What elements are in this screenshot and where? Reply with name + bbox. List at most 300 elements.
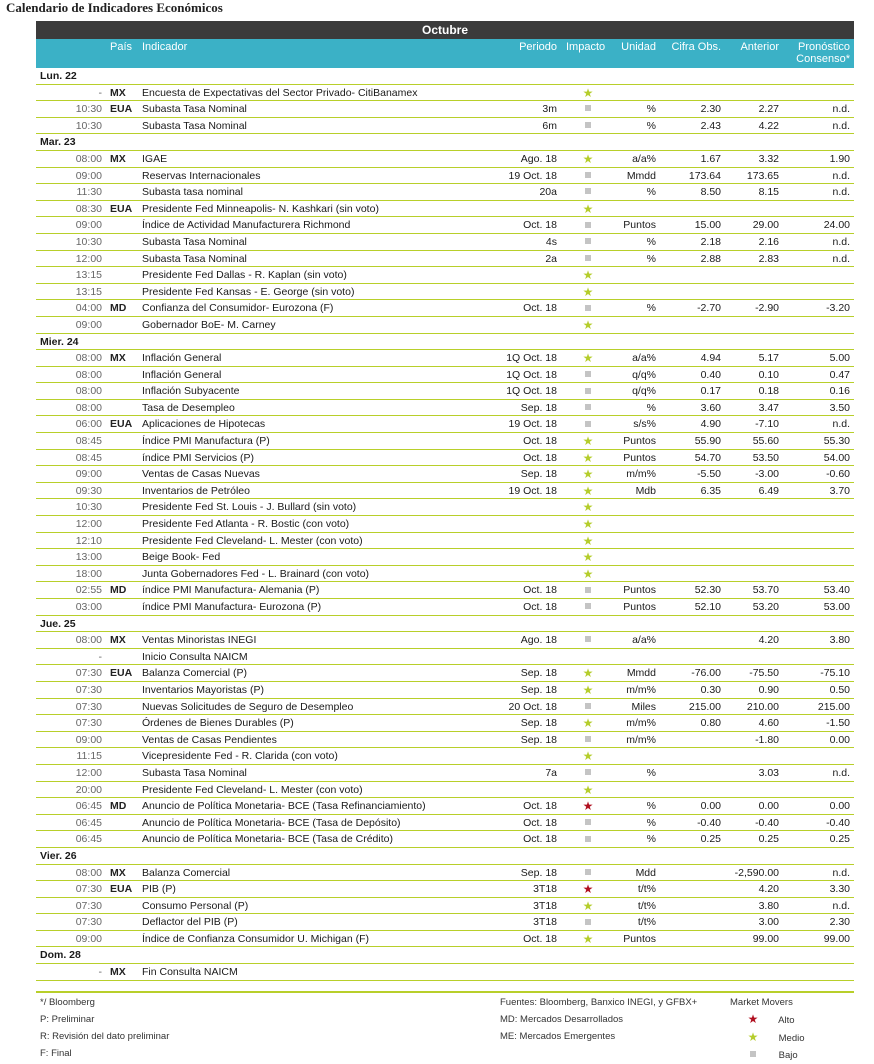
table-row <box>36 582 854 599</box>
header-cifra: Cifra Obs. <box>671 41 721 53</box>
cell-period: 7a <box>545 766 557 779</box>
cell-unit: Mmdd <box>626 667 656 680</box>
table-row <box>36 732 854 749</box>
cell-observed: 3.60 <box>700 401 721 414</box>
cell-indicator: Presidente Fed Dallas - R. Kaplan (sin voto) <box>142 269 347 282</box>
star-green-icon: ★ <box>582 450 594 465</box>
cell-unit: t/t% <box>637 883 656 896</box>
cell-previous: -3.00 <box>755 468 779 481</box>
square-gray-icon <box>582 732 594 748</box>
cell-period: Sep. 18 <box>520 717 557 730</box>
cell-unit: Puntos <box>623 219 656 232</box>
cell-period: 3T18 <box>533 899 557 912</box>
header-impacto: Impacto <box>566 41 606 53</box>
cell-indicator: Inventarios de Petróleo <box>142 484 250 497</box>
cell-previous: -1.80 <box>755 733 779 746</box>
cell-previous: 4.22 <box>758 119 779 132</box>
cell-previous: 53.20 <box>752 601 779 613</box>
star-green-icon: ★ <box>582 550 594 565</box>
cell-forecast: 3.70 <box>829 484 850 497</box>
cell-period: 1Q Oct. 18 <box>506 368 557 381</box>
cell-unit: t/t% <box>637 916 656 929</box>
cell-time: 08:00 <box>75 152 102 165</box>
cell-time: 10:30 <box>75 501 102 514</box>
star-red-icon: ★ <box>582 882 594 897</box>
cell-indicator: Subasta tasa nominal <box>142 186 243 199</box>
cell-unit: % <box>646 103 656 116</box>
cell-observed: 2.18 <box>700 235 721 248</box>
cell-observed: -2.70 <box>697 302 721 315</box>
cell-time: 18:00 <box>75 567 102 580</box>
square-gray-icon <box>582 383 594 399</box>
cell-indicator: Balanza Comercial (P) <box>142 667 248 680</box>
cell-previous: 4.60 <box>758 717 779 730</box>
day-header-row <box>36 616 854 633</box>
cell-unit: Puntos <box>623 584 656 597</box>
cell-indicator: Aplicaciones de Hipotecas <box>142 418 266 431</box>
cell-unit: a/a% <box>632 634 656 647</box>
cell-indicator: Confianza del Consumidor- Eurozona (F) <box>142 302 334 315</box>
cell-time: 08:45 <box>75 451 102 464</box>
cell-indicator: Subasta Tasa Nominal <box>142 119 247 132</box>
cell-forecast: n.d. <box>832 186 850 199</box>
cell-indicator: Deflactor del PIB (P) <box>142 916 238 929</box>
table-row <box>36 898 854 915</box>
cell-period: Sep. 18 <box>520 733 557 746</box>
square-gray-icon <box>582 582 594 598</box>
square-gray-icon <box>582 914 594 930</box>
cell-period: 20a <box>539 186 557 199</box>
cell-indicator: Presidente Fed Cleveland- L. Mester (con voto) <box>142 783 363 796</box>
cell-time: 07:30 <box>75 683 102 696</box>
footer-note: */ Bloomberg <box>40 997 95 1008</box>
cell-observed: 6.35 <box>700 484 721 497</box>
cell-forecast: -0.40 <box>826 816 850 829</box>
table-row <box>36 549 854 566</box>
cell-indicator: Subasta Tasa Nominal <box>142 103 247 116</box>
star-green-icon: ★ <box>582 517 594 532</box>
cell-unit: Puntos <box>623 435 656 448</box>
cell-time: 07:30 <box>75 899 102 912</box>
cell-indicator: Ventas de Casas Nuevas <box>142 468 260 481</box>
star-green-icon: ★ <box>582 566 594 581</box>
cell-observed: 0.17 <box>700 385 721 398</box>
star-green-icon: ★ <box>582 151 594 166</box>
cell-time: 09:00 <box>75 733 102 746</box>
cell-observed: 0.25 <box>700 833 721 846</box>
cell-indicator: índice PMI Manufactura- Eurozona (P) <box>142 601 322 613</box>
cell-indicator: Consumo Personal (P) <box>142 899 249 912</box>
header-indicador: Indicador <box>142 41 188 53</box>
month-bar: Octubre <box>36 21 854 39</box>
cell-unit: s/s% <box>633 418 656 431</box>
star-green-icon: ★ <box>747 1030 759 1044</box>
cell-observed: 0.30 <box>700 683 721 696</box>
day-label: Mier. 24 <box>40 335 79 348</box>
cell-indicator: Índice de Confianza Consumidor U. Michigan (F) <box>142 932 370 945</box>
cell-indicator: Fin Consulta NAICM <box>142 966 238 979</box>
header-unidad: Unidad <box>621 41 656 53</box>
cell-time: 08:00 <box>75 634 102 647</box>
cell-previous: -7.10 <box>755 418 779 431</box>
table-row <box>36 931 854 948</box>
cell-unit: % <box>646 302 656 315</box>
cell-country: MX <box>110 352 126 365</box>
cell-observed: 0.00 <box>700 800 721 813</box>
cell-period: 20 Oct. 18 <box>508 700 557 713</box>
cell-unit: Puntos <box>623 601 656 613</box>
cell-previous: 53.70 <box>752 584 779 597</box>
table-row <box>36 798 854 815</box>
cell-time: 07:30 <box>75 717 102 730</box>
cell-unit: Miles <box>631 700 656 713</box>
square-gray-icon <box>582 815 594 831</box>
table-row <box>36 201 854 218</box>
cell-period: 3T18 <box>533 916 557 929</box>
cell-unit: % <box>646 186 656 199</box>
cell-period: 1Q Oct. 18 <box>506 352 557 365</box>
cell-previous: 53.50 <box>752 451 779 464</box>
square-gray-icon <box>582 101 594 117</box>
cell-unit: Puntos <box>623 932 656 945</box>
cell-period: 19 Oct. 18 <box>508 484 557 497</box>
cell-time: - <box>98 966 102 979</box>
square-gray-icon <box>582 831 594 847</box>
cell-period: Oct. 18 <box>523 932 557 945</box>
table-row <box>36 433 854 450</box>
cell-observed: 2.88 <box>700 252 721 265</box>
cell-indicator: Presidente Fed Atlanta - R. Bostic (con voto) <box>142 518 350 531</box>
cell-previous: -2,590.00 <box>734 866 779 879</box>
cell-observed: 1.67 <box>700 152 721 165</box>
cell-indicator: Anuncio de Política Monetaria- BCE (Tasa de Depósito) <box>142 816 401 829</box>
cell-forecast: n.d. <box>832 252 850 265</box>
cell-previous: 6.49 <box>758 484 779 497</box>
cell-forecast: 55.30 <box>823 435 850 448</box>
cell-time: 07:30 <box>75 883 102 896</box>
cell-indicator: Tasa de Desempleo <box>142 401 235 414</box>
cell-forecast: 0.00 <box>829 800 850 813</box>
cell-previous: 99.00 <box>752 932 779 945</box>
table-body <box>36 68 854 981</box>
star-red-icon: ★ <box>582 799 594 814</box>
cell-indicator: Encuesta de Expectativas del Sector Privado- CitiBanamex <box>142 86 418 99</box>
cell-previous: 0.90 <box>758 683 779 696</box>
cell-period: Oct. 18 <box>523 302 557 315</box>
footer-note: R: Revisión del dato preliminar <box>40 1031 170 1042</box>
cell-observed: -76.00 <box>691 667 721 680</box>
cell-forecast: 53.40 <box>823 584 850 597</box>
table-row <box>36 865 854 882</box>
square-gray-icon <box>582 699 594 715</box>
cell-forecast: 1.90 <box>829 152 850 165</box>
square-gray-icon <box>730 1047 776 1064</box>
cell-observed: -5.50 <box>697 468 721 481</box>
header-pronostico <box>796 41 850 65</box>
cell-indicator: Ventas Minoristas INEGI <box>142 634 257 647</box>
table-row <box>36 350 854 367</box>
cell-forecast: n.d. <box>832 119 850 132</box>
cell-previous: -2.90 <box>755 302 779 315</box>
cell-indicator: Nuevas Solicitudes de Seguro de Desempleo <box>142 700 354 713</box>
table-row <box>36 267 854 284</box>
table-row <box>36 168 854 185</box>
cell-country: EUA <box>110 103 133 116</box>
table-row <box>36 251 854 268</box>
cell-period: 1Q Oct. 18 <box>506 385 557 398</box>
cell-forecast: 99.00 <box>823 932 850 945</box>
cell-period: Oct. 18 <box>523 435 557 448</box>
cell-indicator: Junta Gobernadores Fed - L. Brainard (con voto) <box>142 567 370 580</box>
cell-observed: 173.64 <box>688 169 721 182</box>
footer-divider <box>36 991 854 993</box>
cell-indicator: Anuncio de Política Monetaria- BCE (Tasa Refinanciamiento) <box>142 800 426 813</box>
cell-country: MX <box>110 966 126 979</box>
cell-indicator: Presidente Fed Minneapolis- N. Kashkari (sin voto) <box>142 202 379 215</box>
star-green-icon: ★ <box>582 666 594 681</box>
square-gray-icon <box>582 251 594 267</box>
cell-forecast: 54.00 <box>823 451 850 464</box>
cell-indicator: Subasta Tasa Nominal <box>142 766 247 779</box>
cell-indicator: Inflación General <box>142 368 222 381</box>
cell-unit: % <box>646 766 656 779</box>
cell-unit: m/m% <box>626 683 656 696</box>
table-row <box>36 85 854 102</box>
day-label: Mar. 23 <box>40 136 76 149</box>
day-label: Lun. 22 <box>40 70 77 82</box>
cell-unit: Mmdd <box>626 169 656 182</box>
cell-time: 08:30 <box>75 202 102 215</box>
cell-country: EUA <box>110 418 133 431</box>
footer-source: Fuentes: Bloomberg, Banxico INEGI, y GFBX+ <box>500 997 698 1008</box>
cell-indicator: Subasta Tasa Nominal <box>142 235 247 248</box>
table-row <box>36 748 854 765</box>
cell-indicator: PIB (P) <box>142 883 176 896</box>
cell-indicator: índice PMI Manufactura- Alemania (P) <box>142 584 320 597</box>
cell-observed: 8.50 <box>700 186 721 199</box>
cell-period: Oct. 18 <box>523 219 557 232</box>
legend-title: Market Movers <box>730 997 793 1008</box>
cell-forecast: -75.10 <box>820 667 850 680</box>
cell-time: 09:00 <box>75 932 102 945</box>
cell-time: 08:00 <box>75 401 102 414</box>
footer-source: MD: Mercados Desarrollados <box>500 1014 624 1025</box>
cell-indicator: IGAE <box>142 152 168 165</box>
cell-previous: 4.20 <box>758 634 779 647</box>
cell-unit: Mdd <box>635 866 656 879</box>
cell-indicator: Subasta Tasa Nominal <box>142 252 247 265</box>
cell-previous: 0.00 <box>758 800 779 813</box>
cell-period: Oct. 18 <box>523 601 557 613</box>
cell-indicator: Vicepresidente Fed - R. Clarida (con voto) <box>142 750 338 763</box>
table-row <box>36 367 854 384</box>
cell-forecast: -3.20 <box>826 302 850 315</box>
cell-previous: 3.80 <box>758 899 779 912</box>
cell-time: 13:00 <box>75 551 102 564</box>
cell-period: Ago. 18 <box>520 634 557 647</box>
table-row <box>36 184 854 201</box>
cell-time: 09:00 <box>75 468 102 481</box>
table-row <box>36 566 854 583</box>
header-periodo: Periodo <box>519 41 557 53</box>
cell-observed: 4.94 <box>700 352 721 365</box>
cell-previous: 173.65 <box>746 169 779 182</box>
cell-indicator: Índice de Actividad Manufacturera Richmond <box>142 219 351 232</box>
cell-unit: a/a% <box>632 352 656 365</box>
table-row <box>36 765 854 782</box>
cell-period: Ago. 18 <box>520 152 557 165</box>
cell-observed: 2.30 <box>700 103 721 116</box>
cell-previous: -0.40 <box>755 816 779 829</box>
cell-time: 13:15 <box>75 285 102 298</box>
cell-time: 10:30 <box>75 235 102 248</box>
cell-period: 3m <box>542 103 557 116</box>
table-row <box>36 682 854 699</box>
cell-time: 08:00 <box>75 866 102 879</box>
header-pais: País <box>110 41 133 53</box>
cell-period: Oct. 18 <box>523 451 557 464</box>
cell-observed: 55.90 <box>694 435 721 448</box>
cell-time: 09:30 <box>75 484 102 497</box>
day-label: Dom. 28 <box>40 949 81 962</box>
square-gray-icon <box>582 632 594 648</box>
cell-forecast: -0.60 <box>826 468 850 481</box>
market-movers-legend <box>730 994 805 1064</box>
cell-indicator: índice PMI Servicios (P) <box>142 451 255 464</box>
day-header-row <box>36 848 854 865</box>
cell-country: MX <box>110 152 126 165</box>
cell-time: 12:00 <box>75 518 102 531</box>
cell-period: Sep. 18 <box>520 866 557 879</box>
calendar-table <box>36 21 854 981</box>
day-header-row <box>36 68 854 85</box>
table-row <box>36 466 854 483</box>
cell-unit: % <box>646 401 656 414</box>
table-row <box>36 400 854 417</box>
cell-time: 07:30 <box>75 700 102 713</box>
star-green-icon: ★ <box>582 749 594 764</box>
cell-observed: 2.43 <box>700 119 721 132</box>
footer-note: P: Preliminar <box>40 1014 95 1025</box>
cell-period: 4s <box>545 235 557 248</box>
cell-forecast: n.d. <box>832 766 850 779</box>
cell-forecast: 215.00 <box>817 700 850 713</box>
square-gray-icon <box>582 234 594 250</box>
table-row <box>36 782 854 799</box>
day-header-row <box>36 947 854 964</box>
cell-forecast: 3.50 <box>829 401 850 414</box>
cell-time: 11:15 <box>76 750 102 763</box>
cell-time: 08:00 <box>75 352 102 365</box>
cell-period: 19 Oct. 18 <box>508 418 557 431</box>
cell-previous: 5.17 <box>758 352 779 365</box>
square-gray-icon <box>582 400 594 416</box>
header-pronostico-line1: Pronóstico <box>798 41 850 53</box>
cell-previous: 0.18 <box>758 385 779 398</box>
cell-indicator: Balanza Comercial <box>142 866 231 879</box>
table-row <box>36 632 854 649</box>
cell-previous: 29.00 <box>752 219 779 232</box>
cell-unit: % <box>646 119 656 132</box>
cell-unit: % <box>646 800 656 813</box>
cell-period: 3T18 <box>533 883 557 896</box>
table-row <box>36 151 854 168</box>
cell-observed: 15.00 <box>694 219 721 232</box>
cell-time: 08:45 <box>75 435 102 448</box>
cell-forecast: n.d. <box>832 899 850 912</box>
cell-indicator: Reservas Internacionales <box>142 169 261 182</box>
table-row <box>36 499 854 516</box>
cell-period: Sep. 18 <box>520 667 557 680</box>
cell-indicator: Órdenes de Bienes Durables (P) <box>142 717 294 730</box>
cell-indicator: Inventarios Mayoristas (P) <box>142 683 264 696</box>
cell-observed: 54.70 <box>694 451 721 464</box>
table-row <box>36 533 854 550</box>
footer-note: F: Final <box>40 1048 72 1059</box>
header-anterior: Anterior <box>740 41 779 53</box>
table-row <box>36 217 854 234</box>
cell-indicator: Anuncio de Política Monetaria- BCE (Tasa de Crédito) <box>142 833 393 846</box>
square-gray-icon <box>582 300 594 316</box>
cell-observed: 0.40 <box>700 368 721 381</box>
cell-country: MX <box>110 634 126 647</box>
table-row <box>36 101 854 118</box>
cell-time: 10:30 <box>75 119 102 132</box>
square-gray-icon <box>582 416 594 432</box>
cell-forecast: 0.50 <box>829 683 850 696</box>
legend-item-medio <box>730 1029 805 1047</box>
cell-period: 19 Oct. 18 <box>508 169 557 182</box>
square-gray-icon <box>582 599 594 615</box>
cell-previous: 210.00 <box>746 700 779 713</box>
star-green-icon: ★ <box>582 533 594 548</box>
footer-source: ME: Mercados Emergentes <box>500 1031 616 1042</box>
cell-observed: 4.90 <box>700 418 721 431</box>
cell-indicator: Índice PMI Manufactura (P) <box>142 435 270 448</box>
cell-forecast: n.d. <box>832 418 850 431</box>
square-gray-icon <box>582 217 594 233</box>
cell-time: 06:45 <box>75 833 102 846</box>
cell-period: Oct. 18 <box>523 816 557 829</box>
cell-time: 06:00 <box>75 418 102 431</box>
table-row <box>36 715 854 732</box>
header-pronostico-line2: Consenso* <box>796 53 850 65</box>
cell-previous: 2.16 <box>758 235 779 248</box>
star-red-icon: ★ <box>747 1012 759 1026</box>
table-row <box>36 881 854 898</box>
cell-time: 06:45 <box>75 816 102 829</box>
star-green-icon: ★ <box>582 467 594 482</box>
star-green-icon: ★ <box>582 434 594 449</box>
cell-previous: 3.00 <box>758 916 779 929</box>
cell-time: 02:55 <box>75 584 102 597</box>
legend-label: Alto <box>778 1015 795 1026</box>
page-title: Calendario de Indicadores Económicos <box>6 0 223 15</box>
cell-forecast: n.d. <box>832 169 850 182</box>
cell-country: EUA <box>110 883 133 896</box>
cell-unit: m/m% <box>626 468 656 481</box>
cell-forecast: n.d. <box>832 103 850 116</box>
star-green-icon: ★ <box>582 317 594 332</box>
day-label: Vier. 26 <box>40 849 77 862</box>
square-gray-icon <box>582 118 594 134</box>
star-green-icon: ★ <box>582 716 594 731</box>
cell-time: 04:00 <box>75 302 102 315</box>
legend-label: Medio <box>778 1033 805 1044</box>
square-gray-icon <box>582 865 594 881</box>
table-row <box>36 665 854 682</box>
table-row <box>36 450 854 467</box>
